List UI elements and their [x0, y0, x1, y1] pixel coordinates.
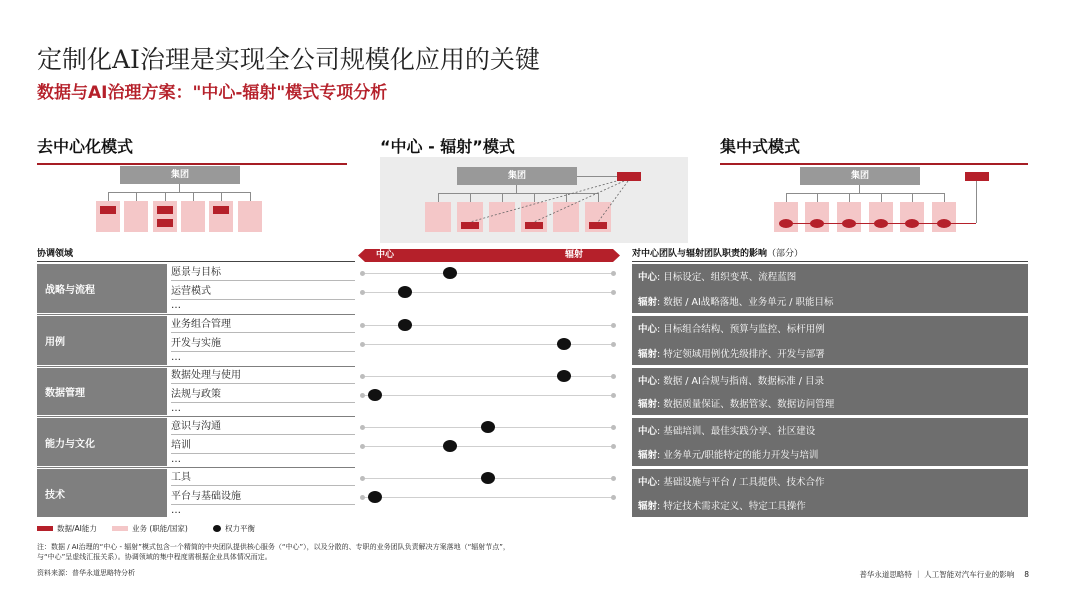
- impact-line: [638, 396, 1028, 410]
- item-awareness-communication: 意识与沟通: [171, 418, 355, 435]
- impact-tag: 辐射: [638, 501, 658, 512]
- balance-track-end: [360, 271, 365, 276]
- footer: [859, 569, 1029, 580]
- footer-text: 普华永道思略特 ｜ 人工智能对汽车行业的影响: [859, 570, 1015, 579]
- balance-track: [362, 395, 614, 396]
- central-node: [937, 219, 951, 228]
- page-title: 定制化AI治理是实现全公司规模化应用的关键: [37, 45, 540, 74]
- hub-spoke-unit: [589, 222, 607, 229]
- impact-data-management: [632, 368, 1028, 415]
- impact-line: [638, 373, 1028, 387]
- item-training: 培训: [171, 437, 355, 454]
- impact-text: : 基础设施与平台 / 工具提供、技术合作: [657, 477, 825, 488]
- decentral-model-heading: 去中心化模式: [37, 134, 347, 165]
- more-items: …: [171, 454, 181, 465]
- legend-business: [112, 523, 188, 534]
- balance-knob: [481, 421, 495, 433]
- impact-header: [632, 247, 1028, 262]
- balance-track: [362, 376, 614, 377]
- impact-tag: 中心: [638, 324, 658, 336]
- impact-capability-culture: [632, 418, 1028, 466]
- hub-group-box: 集团: [457, 167, 577, 185]
- category-use-cases: 用例: [37, 316, 167, 365]
- category-technology: 技术: [37, 469, 167, 517]
- central-group-box: 集团: [800, 167, 920, 185]
- footnote: [37, 542, 510, 562]
- central-model-heading: 集中式模式: [720, 134, 1028, 165]
- impact-use-cases: [632, 316, 1028, 365]
- impact-text: : 数据质量保证、数据管家、数据访问管理: [657, 399, 835, 411]
- balance-knob: [398, 286, 412, 298]
- impact-text: : 特定技术需求定义、特定工具操作: [657, 501, 806, 512]
- central-node: [905, 219, 919, 228]
- more-items: …: [171, 300, 181, 311]
- category-capability-culture: 能力与文化: [37, 418, 167, 466]
- item-regulation-policy: 法规与政策: [171, 386, 355, 403]
- footnote-line1: 注：数据 / AI治理的“中心 - 辐射”模式包含一个精简的中央团队提供核心服务（“中心”），以及分散的、专职的业务团队负责解决方案落地（“辐射节点”，: [37, 543, 510, 551]
- balance-knob: [557, 338, 571, 350]
- impact-tag: 中心: [638, 426, 658, 437]
- balance-knob: [368, 389, 382, 401]
- balance-knob: [557, 370, 571, 382]
- balance-track-end: [611, 374, 616, 379]
- impact-strategy: [632, 264, 1028, 313]
- legend-data-ai-label: 数据/AI能力: [57, 524, 97, 533]
- balance-track-end: [611, 495, 616, 500]
- balance-knob: [481, 472, 495, 484]
- central-node: [779, 219, 793, 228]
- balance-track: [362, 446, 614, 447]
- impact-technology: [632, 469, 1028, 517]
- balance-track: [362, 273, 614, 274]
- legend-data-ai: [37, 523, 97, 534]
- impact-tag: 辐射: [638, 296, 658, 308]
- item-platform-infrastructure: 平台与基础设施: [171, 488, 355, 505]
- balance-track-end: [360, 495, 365, 500]
- balance-track-end: [360, 444, 365, 449]
- hub-spoke-unit: [525, 222, 543, 229]
- impact-tag: 中心: [638, 375, 658, 387]
- decentral-group-box: 集团: [120, 166, 240, 184]
- impact-tag: 辐射: [638, 348, 658, 360]
- more-items: …: [171, 505, 181, 516]
- item-operating-model: 运营模式: [171, 283, 355, 300]
- item-portfolio-management: 业务组合管理: [171, 316, 355, 333]
- impact-line: [638, 474, 1028, 488]
- legend-balance: [213, 523, 255, 534]
- impact-text: : 特定领域用例优先级排序、开发与部署: [657, 348, 825, 360]
- area-header: 协调领域: [37, 247, 355, 262]
- impact-line: [638, 498, 1028, 512]
- balance-knob: [368, 491, 382, 503]
- balance-track-end: [360, 374, 365, 379]
- impact-line: [638, 447, 1028, 461]
- balance-track-end: [360, 342, 365, 347]
- balance-track-end: [360, 476, 365, 481]
- impact-text: : 数据 / AI合规与指南、数据标准 / 目录: [657, 375, 825, 387]
- balance-track-end: [611, 444, 616, 449]
- item-vision-goals: 愿景与目标: [171, 264, 355, 281]
- central-node: [810, 219, 824, 228]
- impact-text: : 目标组合结构、预算与监控、标杆用例: [657, 324, 825, 336]
- page-subtitle: 数据与AI治理方案："中心-辐射"模式专项分析: [37, 83, 388, 103]
- scale-center-label: 中心: [376, 250, 395, 260]
- hub-model-heading: “中心 - 辐射”模式: [380, 134, 688, 165]
- balance-track-end: [611, 476, 616, 481]
- hub-central-data-ai-team: [617, 172, 641, 181]
- impact-line: [638, 423, 1028, 437]
- balance-knob: [398, 319, 412, 331]
- impact-text: : 目标设定、组织变革、流程蓝图: [657, 272, 797, 284]
- legend-business-label: 业务 (职能/国家): [132, 524, 188, 533]
- balance-track-end: [611, 271, 616, 276]
- impact-text: : 数据 / AI战略落地、业务单元 / 职能目标: [657, 296, 834, 308]
- balance-track-end: [611, 290, 616, 295]
- impact-line: [638, 269, 1028, 283]
- balance-track-end: [611, 393, 616, 398]
- more-items: …: [171, 352, 181, 363]
- balance-track-end: [611, 342, 616, 347]
- balance-track-end: [360, 393, 365, 398]
- impact-tag: 中心: [638, 477, 658, 488]
- category-data-management: 数据管理: [37, 368, 167, 415]
- item-development-implementation: 开发与实施: [171, 335, 355, 352]
- central-node: [842, 219, 856, 228]
- impact-header-title: 对中心团队与辐射团队职责的影响: [632, 249, 768, 259]
- legend-balance-label: 权力平衡: [225, 524, 255, 533]
- impact-header-note: （部分）: [767, 249, 804, 259]
- footnote-line2: 与“中心”呈虚线汇报关系）。协调领域的集中程度需根据企业具体情况而定。: [37, 553, 272, 561]
- impact-line: [638, 321, 1028, 335]
- item-tools: 工具: [171, 469, 355, 486]
- central-node: [874, 219, 888, 228]
- impact-text: : 业务单元/职能特定的能力开发与培训: [657, 450, 819, 461]
- page-number: 8: [1024, 570, 1029, 579]
- more-items: …: [171, 403, 181, 414]
- item-data-processing: 数据处理与使用: [171, 367, 355, 384]
- balance-track-end: [360, 425, 365, 430]
- impact-tag: 辐射: [638, 450, 658, 461]
- balance-track-end: [360, 290, 365, 295]
- central-data-ai-team: [965, 172, 989, 181]
- balance-track-end: [360, 323, 365, 328]
- impact-tag: 中心: [638, 272, 658, 284]
- source-note: 资料来源：普华永道思略特分析: [37, 569, 135, 577]
- category-strategy: 战略与流程: [37, 264, 167, 313]
- impact-text: : 基础培训、最佳实践分享、社区建设: [657, 426, 816, 437]
- impact-tag: 辐射: [638, 399, 658, 411]
- balance-track-end: [611, 425, 616, 430]
- balance-track-end: [611, 323, 616, 328]
- scale-spoke-label: 辐射: [565, 250, 584, 260]
- balance-track: [362, 497, 614, 498]
- hub-spoke-unit: [461, 222, 479, 229]
- impact-line: [638, 346, 1028, 360]
- balance-track: [362, 344, 614, 345]
- impact-line: [638, 294, 1028, 308]
